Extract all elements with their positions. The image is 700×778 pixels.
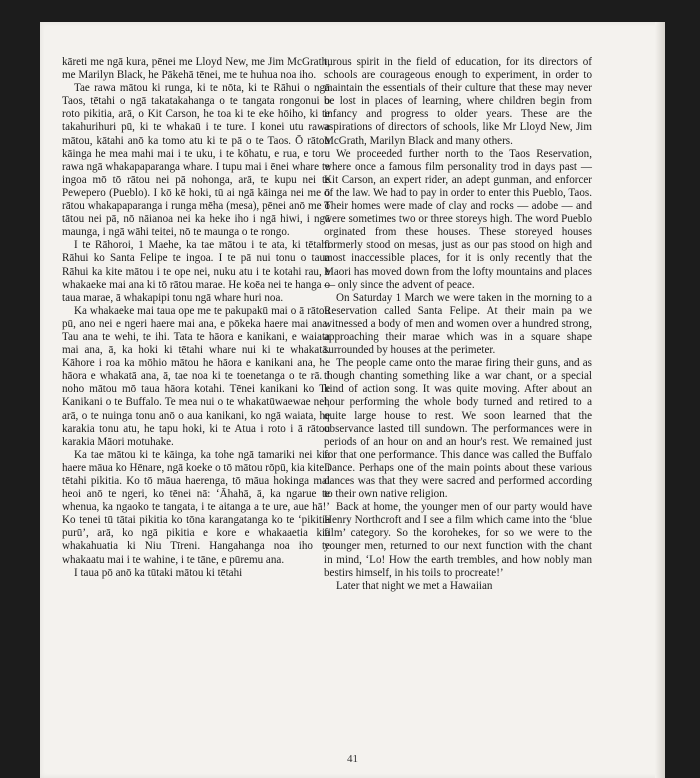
left-paragraph: I taua pō anō ka tūtaki mātou ki tētahi [74,566,243,579]
left-paragraph: Ka tae mātou ki te kāinga, ka tohe ngā tamariki nei kia haere māua ko Hēnare, ngā koeke o tō mātou rōpū, kia kite i tētahi pikitia. Ko tō māua haerenga, tō māua hokinga mai heoi anō te ngeri, ko tēnei nā: ‘Āhahā, ā, ka ngarue te whenua, ka ngaoko te tangata, i te aitanga a te ure, aue hā!’ Ko tenei tū tātai pikitia ko tōna karangatanga ko te ‘pikitia purū’, arā, ko ngā pikitia e kore e whakaaetia kia whakahuatia ki Niu Tīreni. Hangahanga noa iho te whakaatu mai i te wahine, i te tāne, e pūremu ana. [62,448,330,566]
right-paragraph: Later that night we met a Hawaiian [336,579,493,592]
left-paragraph: Tae rawa mātou ki runga, ki te nōta, ki te Rāhui o ngā Taos, tētahi o ngā takatakahanga o te tangata rongonui o roto pikitia, arā, o Kit Carson, he toa ki te eke hōiho, ki te takahurihuri pū, ki te whakaū i te ture. I konei utu rawa mātou, kātahi anō ka tomo atu ki te pā o te Taos. Ō rātou kāinga he mea mahi mai i te uku, i te kōhatu, e rua, e toru rawa ngā whakapaparanga whare. I tupu mai i ēnei whare te ingoa mō tō rātou nei pā nohonga, arā, te kupu nei te Pewepero (Pueblo). I kō kē hoki, tū ai ngā kāinga nei me ō rātou whakapaparanga i runga mēha (mesa), pēnei anō me ō tātou nei pā, nō nāianoa nei ka heke iho i ngā hiwi, i ngā maunga, i ngā wāhi teitei, nō te maunga o te rongo. [62,82,330,239]
right-paragraph: On Saturday 1 March we were taken in the morning to a Reservation called Santa Felipe. At their main pa we witnessed a body of men and women over a hundred strong, approaching their marae which was in a square shape surrounded by houses at the perimeter. [324,291,592,357]
left-paragraph: I te Rāhoroi, 1 Maehe, ka tae mātou i te ata, ki tētahi Rāhui ko Santa Felipe te ingoa. I te pā nui tonu o taua Rāhui ka kite mātou i te ope nei, nuku atu i te kotahi rau, e whakaeke mai ana ki tō rātou marae. He koēa nei te hanga o taua marae, ā whakapipi tonu ngā whare huri noa. [62,239,330,304]
book-page [40,22,665,778]
left-paragraph: kāreti me ngā kura, pēnei me Lloyd New, me Jim McGrath, me Marilyn Black, he Pākehā tēnei, me te huhua noa iho. [62,56,330,82]
left-paragraph: Ka whakaeke mai taua ope me te pakupakū mai o ā rātou pū, ano nei e ngeri haere mai ana, e pōkeka haere mai ana. Tau ana te wehi, te ihi. Tata te hāora e kanikani, e waiata mai ana, ā, ka hoki ki tētahi whare nui ki te whakatā. Kāhore i roa ka mōhio mātou he hāora e kanikani ana, he hāora e whakatā ana, ā, tae noa ki te toenetanga o te rā. I noho mātou mō taua hāora kotahi. Tēnei kanikani ko Te Kanikani o te Buffalo. Te mea nui o te whakatūwaewae nei, arā, o te nuinga tonu anō o aua kanikani, ko ngā waiata, he karakia tonu atu, he tapu hoki, ki te Atua i roto i ā rātou karakia Māori motuhake. [62,304,330,448]
right-paragraph: turous spirit in the field of education, for its directors of schools are courageous enough to experiment, in order to maintain the essentials of their culture that these may never be lost in places of learning, where children begin from infancy and progress to older years. These are the aspirations of directors of schools, like Mr Lloyd New, Jim McGrath, Marilyn Black and many others. [324,56,592,147]
right-paragraph: The people came onto the marae firing their guns, and as though chanting something like a war chant, or a special kind of action song. It was quite moving. After about an hour performing the whole body turned and retired to a quite large house to rest. We soon learned that the observance lasted till sundown. The performances were in periods of an hour on and an hour's rest. We remained just for that one performance. This dance was called the Buffalo Dance. Perhaps one of the main points about these various dances was that they were sacred and performed according to their own native religion. [324,357,592,501]
right-column-english-text [324,56,592,593]
page-number: 41 [347,753,358,765]
left-column-maori-text [62,56,330,580]
page-gutter-shadow [655,22,665,778]
right-paragraph: Back at home, the younger men of our party would have Henry Northcroft and I see a film which came into the ‘blue film’ category. So the korohekes, for so we were to the younger men, returned to our next function with the chant in mind, ‘Lo! How the earth trembles, and how nobly man bestirs himself, in his toils to procreate!’ [324,501,592,579]
right-paragraph: We proceeded further north to the Taos Reservation, where once a famous film personality trod in days past — Kit Carson, an expert rider, an adept gunman, and enforcer of the law. We had to pay in order to enter this Pueblo, Taos. Their homes were made of clay and rocks — adobe — and were sometimes two or three storeys high. The word Pueblo orginated from these houses. These storeyed houses formerly stood on mesas, just as our pas stood on high and most inaccessible places, for it is only recently that the Maori has moved down from the lofty mountains and places — only since the advent of peace. [324,147,592,291]
